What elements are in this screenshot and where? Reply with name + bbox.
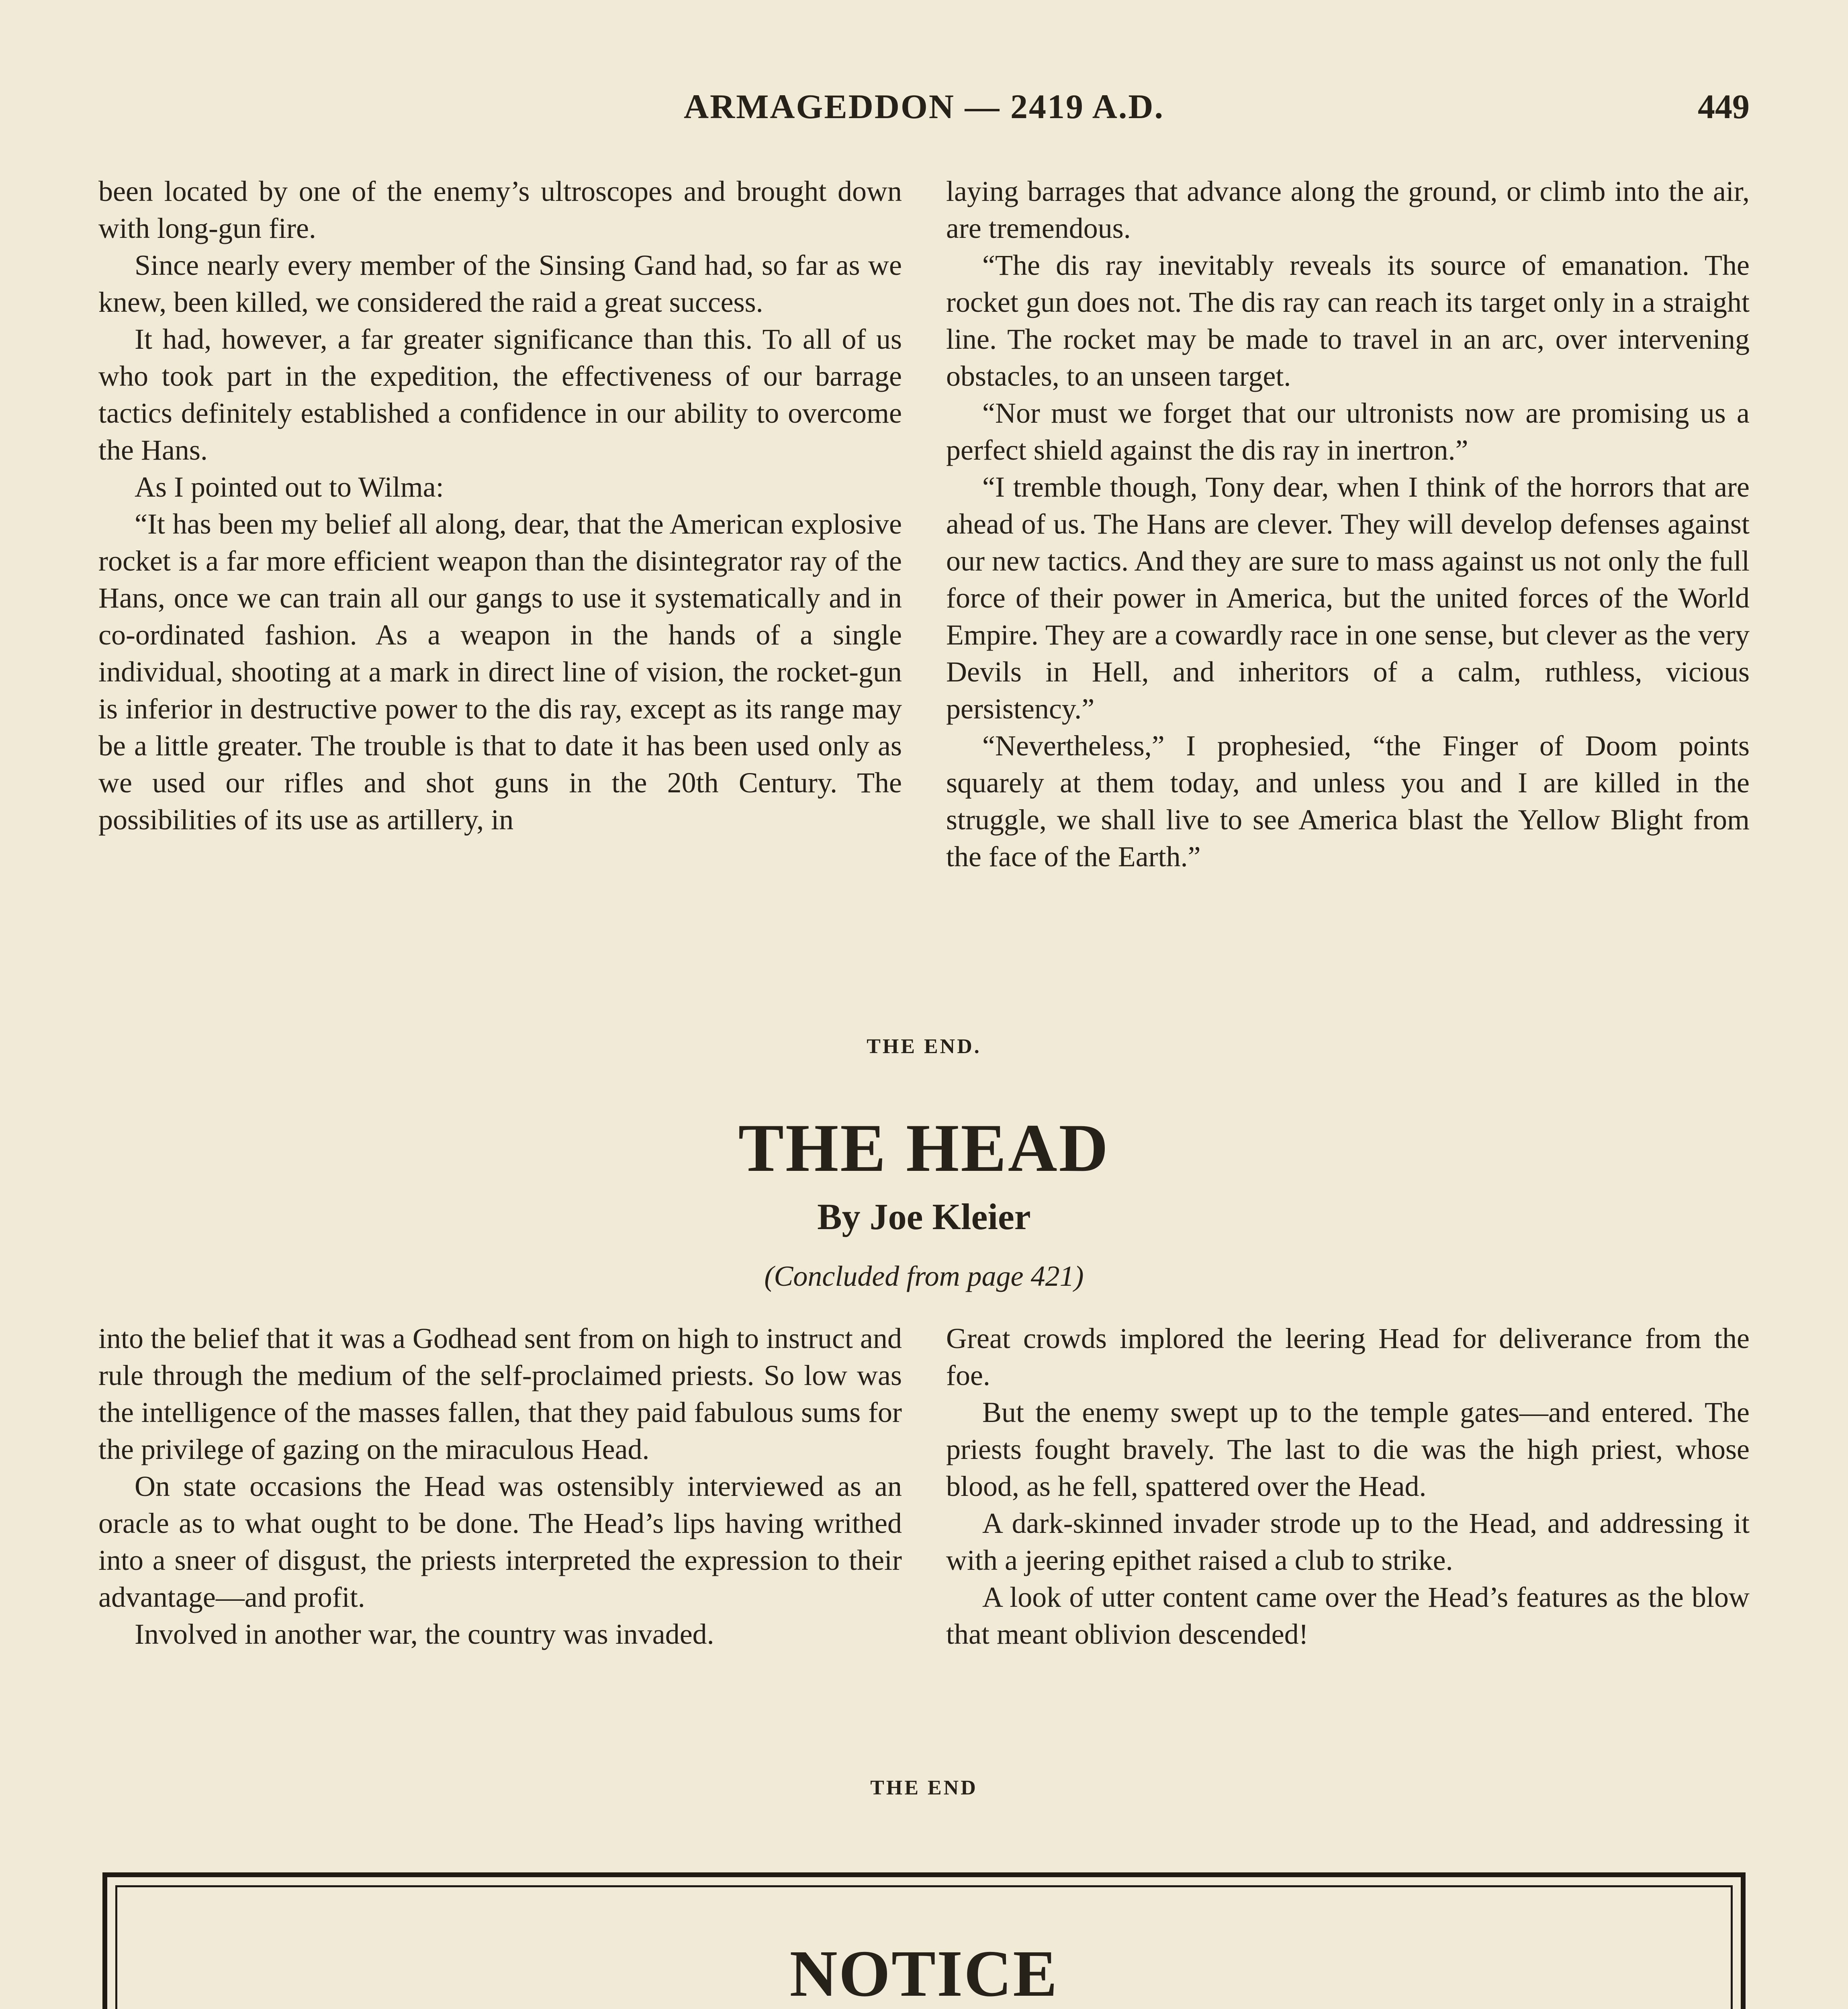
paragraph: Since nearly every member of the Sinsing Gand had, so far as we knew, been killed, we considered the raid a great success.	[98, 249, 902, 318]
the-head-left-column	[98, 1320, 902, 1653]
paragraph: But the enemy swept up to the temple gates—and entered. The priests fought bravely. The last to die was the high priest, whose blood, as he fell, spattered over the Head.	[946, 1396, 1750, 1502]
notice-title: NOTICE	[789, 1937, 1059, 2009]
continuation-note: (Concluded from page 421)	[764, 1260, 1084, 1292]
paragraph: It had, however, a far greater significance than this. To all of us who took part in the expedition, the effectiveness of our barrage tactics definitely established a confidence in our ability to overcome the Hans.	[98, 323, 902, 466]
story-title: THE HEAD	[738, 1110, 1110, 1186]
paragraph: As I pointed out to Wilma:	[135, 471, 444, 503]
paragraph: On state occasions the Head was ostensibly interviewed as an oracle as to what ought to be done. The Head’s lips having writhed into a sneer of disgust, the priests interpreted the expression to their advantage—and profit.	[98, 1470, 902, 1613]
paragraph: been located by one of the enemy’s ultroscopes and brought down with long-gun fire.	[98, 175, 902, 244]
paragraph: laying barrages that advance along the ground, or climb into the air, are tremendous.	[946, 175, 1750, 244]
page-number: 449	[1698, 87, 1750, 126]
paragraph: into the belief that it was a Godhead sent from on high to instruct and rule through the medium of the self-proclaimed priests. So low was the intelligence of the masses fallen, that they paid fabulous sums for the privilege of gazing on the miraculous Head.	[98, 1322, 902, 1465]
end-marker-armageddon: THE END.	[867, 1035, 981, 1058]
paragraph: “The dis ray inevitably reveals its source of emanation. The rocket gun does not. The dis ray can reach its target only in a straight line. The rocket may be made to travel in an arc, over intervening obstacles, to an unseen target.	[946, 249, 1750, 392]
end-marker-the-head: THE END	[870, 1776, 978, 1799]
paragraph: Involved in another war, the country was invaded.	[135, 1618, 714, 1650]
notice-box	[102, 1872, 1746, 2009]
paragraph: “Nevertheless,” I prophesied, “the Finger of Doom points squarely at them today, and unless you and I are killed in the struggle, we shall live to see America blast the Yellow Blight from the face of the Earth.”	[946, 730, 1750, 873]
paragraph: “I tremble though, Tony dear, when I think of the horrors that are ahead of us. The Hans are clever. They will develop defenses against our new tactics. And they are sure to mass against us not only the full force of their power in America, but the united forces of the World Empire. They are a cowardly race in one sense, but clever as the very Devils in Hell, and inheritors of a calm, ruthless, vicious persistency.”	[946, 471, 1750, 725]
paragraph: “Nor must we forget that our ultronists now are promising us a perfect shield against the dis ray in inertron.”	[946, 397, 1750, 466]
running-title: ARMAGEDDON — 2419 A.D.	[684, 87, 1164, 126]
paragraph: Great crowds implored the leering Head for deliverance from the foe.	[946, 1322, 1750, 1391]
byline: By Joe Kleier	[817, 1196, 1031, 1237]
armageddon-right-column	[946, 173, 1750, 875]
paragraph: “It has been my belief all along, dear, that the American explosive rocket is a far more efficient weapon than the disintegrator ray of the Hans, once we can train all our gangs to use it systematically and in co-ordinated fashion. As a weapon in the hands of a single individual, shooting at a mark in direct line of vision, the rocket-gun is inferior in destructive power to the dis ray, except as its range may be a little greater. The trouble is that to date it has been used only as we used our rifles and shot guns in the 20th Century. The possibilities of its use as artillery, in	[98, 508, 902, 836]
armageddon-left-column	[98, 173, 902, 838]
running-header	[0, 82, 1848, 127]
paragraph: A dark-skinned invader strode up to the Head, and addressing it with a jeering epithet raised a club to strike.	[946, 1507, 1750, 1576]
the-head-right-column	[946, 1320, 1750, 1653]
paragraph: A look of utter content came over the Head’s features as the blow that meant oblivion descended!	[946, 1581, 1750, 1650]
